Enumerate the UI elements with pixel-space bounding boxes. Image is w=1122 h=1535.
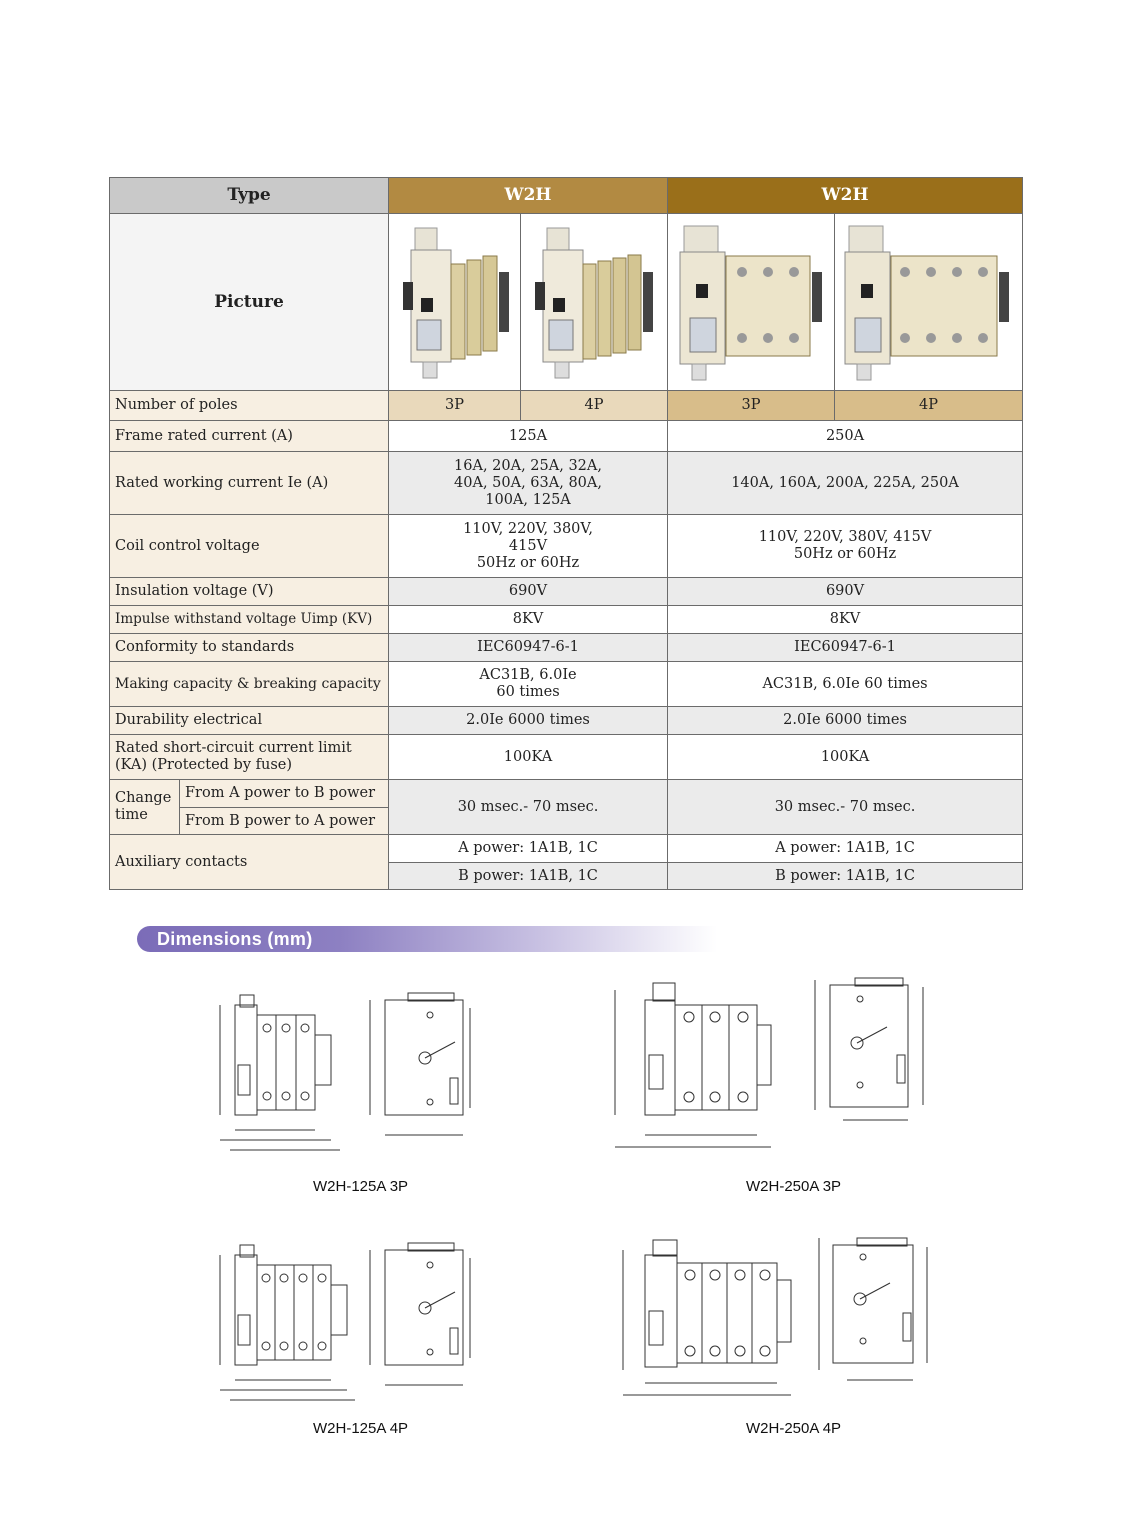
short-circuit-label-line2: (KA) (Protected by fuse) <box>115 757 293 773</box>
aux-contacts-label: Auxiliary contacts <box>110 835 389 890</box>
standards-label: Conformity to standards <box>110 634 389 662</box>
spec-table <box>109 177 1023 890</box>
making-capacity-label: Making capacity & breaking capacity <box>110 662 389 707</box>
short-circuit-label <box>110 735 389 780</box>
model-header-250: W2H <box>668 178 1023 214</box>
making-capacity-250: AC31B, 6.0Ie 60 times <box>668 662 1023 707</box>
picture-label: Picture <box>110 214 389 391</box>
impulse-125: 8KV <box>389 606 668 634</box>
poles-125-4p: 4P <box>521 391 668 421</box>
change-time-label <box>110 780 180 835</box>
frame-250: 250A <box>668 421 1023 452</box>
change-time-label-line1: Change <box>115 790 172 806</box>
insulation-250: 690V <box>668 578 1023 606</box>
short-circuit-250: 100KA <box>668 735 1023 780</box>
caption-125a-4p: W2H-125A 4P <box>313 1420 409 1437</box>
working-current-125-line2: 40A, 50A, 63A, 80A, <box>454 474 602 491</box>
dimensions-banner: Dimensions (mm) <box>137 926 717 952</box>
aux-a-power-125: A power: 1A1B, 1C <box>389 835 668 863</box>
short-circuit-label-line1: Rated short-circuit current limit <box>115 740 352 756</box>
making-capacity-125-line2: 60 times <box>496 684 560 700</box>
frame-125: 125A <box>389 421 668 452</box>
poles-label: Number of poles <box>110 391 389 421</box>
working-current-label: Rated working current Ie (A) <box>110 452 389 515</box>
durability-label: Durability electrical <box>110 707 389 735</box>
change-time-125: 30 msec.- 70 msec. <box>389 780 668 835</box>
impulse-250: 8KV <box>668 606 1023 634</box>
working-current-125-line3: 100A, 125A <box>485 491 571 508</box>
coil-voltage-250 <box>668 515 1023 578</box>
aux-b-power-250: B power: 1A1B, 1C <box>668 863 1023 890</box>
caption-125a-3p: W2H-125A 3P <box>313 1178 409 1195</box>
poles-125-3p: 3P <box>389 391 521 421</box>
change-b-to-a-label: From B power to A power <box>180 808 389 835</box>
coil-voltage-label: Coil control voltage <box>110 515 389 578</box>
product-photo-125-3p <box>389 214 521 391</box>
making-capacity-125-line1: AC31B, 6.0Ie <box>479 667 577 683</box>
poles-250-4p: 4P <box>835 391 1023 421</box>
insulation-label: Insulation voltage (V) <box>110 578 389 606</box>
insulation-125: 690V <box>389 578 668 606</box>
drawing-125a-4p <box>210 1240 500 1405</box>
change-a-to-b-label: From A power to B power <box>180 780 389 808</box>
drawing-250a-3p <box>605 975 935 1160</box>
standards-125: IEC60947-6-1 <box>389 634 668 662</box>
coil-voltage-125-line2: 415V <box>508 537 548 554</box>
working-current-125-line1: 16A, 20A, 25A, 32A, <box>454 457 602 474</box>
model-header-125: W2H <box>389 178 668 214</box>
coil-voltage-125 <box>389 515 668 578</box>
change-time-250: 30 msec.- 70 msec. <box>668 780 1023 835</box>
coil-voltage-125-line3: 50Hz or 60Hz <box>476 554 580 571</box>
coil-voltage-250-line1: 110V, 220V, 380V, 415V <box>758 529 932 545</box>
poles-250-3p: 3P <box>668 391 835 421</box>
product-photo-125-4p <box>521 214 668 391</box>
working-current-250: 140A, 160A, 200A, 225A, 250A <box>668 452 1023 515</box>
frame-label: Frame rated current (A) <box>110 421 389 452</box>
caption-250a-4p: W2H-250A 4P <box>746 1420 842 1437</box>
short-circuit-125: 100KA <box>389 735 668 780</box>
caption-250a-3p: W2H-250A 3P <box>746 1178 842 1195</box>
working-current-125 <box>389 452 668 515</box>
type-header: Type <box>110 178 389 214</box>
impulse-label: Impulse withstand voltage Uimp (KV) <box>110 606 389 634</box>
product-photo-250-4p <box>835 214 1023 391</box>
durability-250: 2.0Ie 6000 times <box>668 707 1023 735</box>
coil-voltage-250-line2: 50Hz or 60Hz <box>793 546 897 562</box>
drawing-125a-3p <box>210 990 500 1155</box>
making-capacity-125 <box>389 662 668 707</box>
drawing-250a-4p <box>615 1235 945 1405</box>
change-time-label-line2: time <box>115 807 148 823</box>
aux-b-power-125: B power: 1A1B, 1C <box>389 863 668 890</box>
product-photo-250-3p <box>668 214 835 391</box>
aux-a-power-250: A power: 1A1B, 1C <box>668 835 1023 863</box>
durability-125: 2.0Ie 6000 times <box>389 707 668 735</box>
coil-voltage-125-line1: 110V, 220V, 380V, <box>463 520 593 537</box>
standards-250: IEC60947-6-1 <box>668 634 1023 662</box>
